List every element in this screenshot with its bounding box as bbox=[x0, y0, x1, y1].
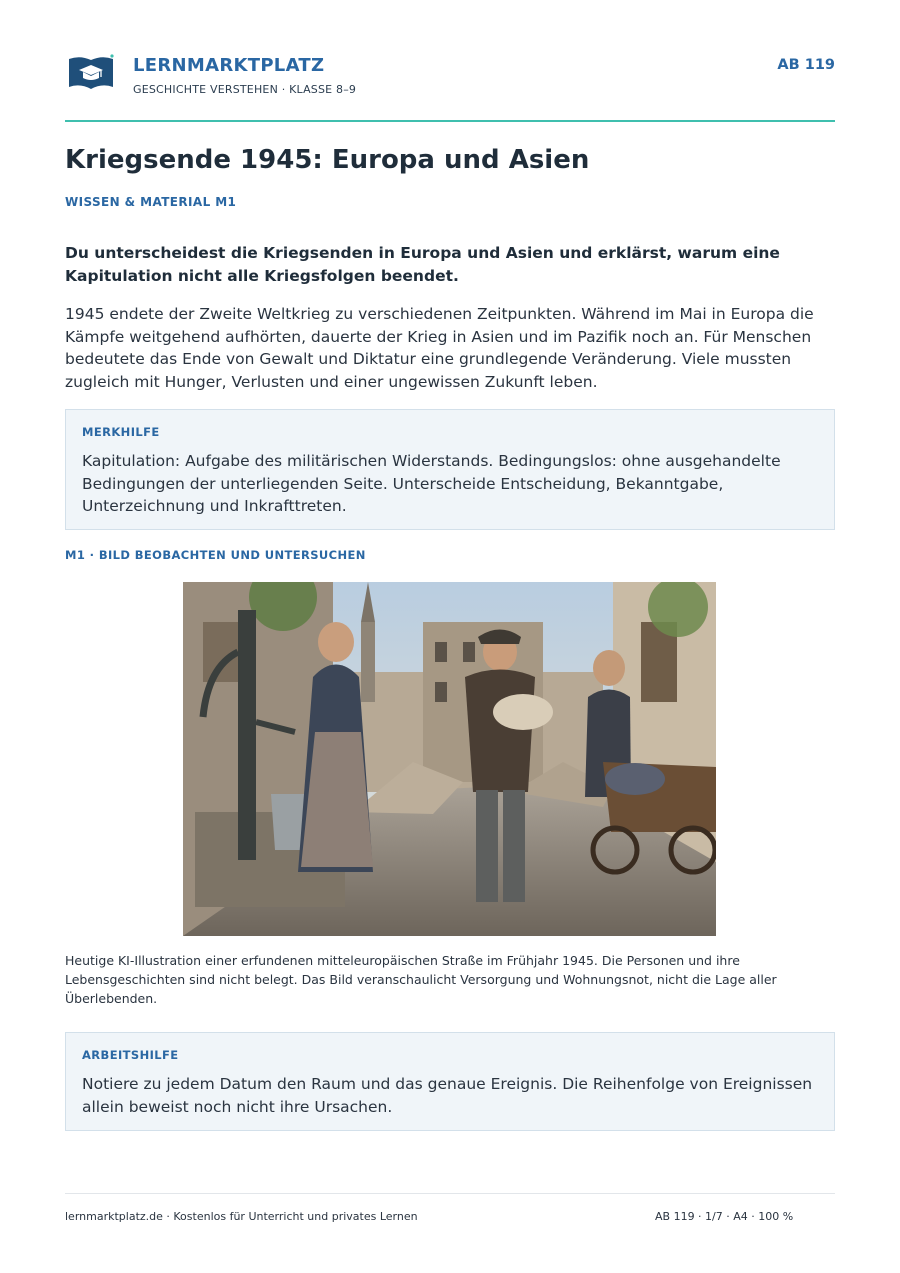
intro-paragraph: 1945 endete der Zweite Weltkrieg zu verschiedenen Zeitpunkten. Während im Mai in Europa die Kämpfe weitgehend aufhörten, dauerte der Krieg in Asien und im Pazifik noch an. Für Menschen bedeutete das Ende von Gewalt und Diktatur eine grundlegende Veränderung. Viele mussten zugleich mit Hunger, Verlusten und einer ungewissen Zukunft leben. bbox=[65, 305, 814, 391]
page-header bbox=[65, 50, 835, 122]
footer-page-info: AB 119 · 1/7 · A4 · 100 % bbox=[655, 1210, 794, 1223]
figure-caption: Heutige KI-Illustration einer erfundenen mitteleuropäischen Straße im Frühjahr 1945. Die Personen und ihre Lebensgeschichten sind nicht belegt. Das Bild veranschaulicht Versorgung und Wohnungsnot, nicht die Lage aller Überlebenden. bbox=[65, 953, 777, 1006]
brand-name: LERNMARKTPLATZ bbox=[133, 55, 325, 76]
page-title: Kriegsende 1945: Europa und Asien bbox=[65, 145, 590, 175]
merkhilfe-box bbox=[65, 409, 835, 530]
footer-divider bbox=[65, 1193, 835, 1194]
section-kicker: WISSEN & MATERIAL M1 bbox=[65, 195, 237, 209]
m1-illustration bbox=[183, 582, 716, 936]
arbeitshilfe-label: ARBEITSHILFE bbox=[82, 1048, 179, 1062]
learning-goal: Du unterscheidest die Kriegsenden in Europa und Asien und erklärst, warum eine Kapitulation nicht alle Kriegsfolgen beendet. bbox=[65, 244, 780, 285]
footer-site-info: lernmarktplatz.de · Kostenlos für Unterricht und privates Lernen bbox=[65, 1210, 418, 1223]
merkhilfe-text: Kapitulation: Aufgabe des militärischen Widerstands. Bedingungslos: ohne ausgehandelte Bedingungen der unterliegenden Seite. Unterscheide Entscheidung, Bekanntgabe, Unterzeichnung und Inkrafttreten. bbox=[82, 452, 781, 515]
m1-heading: M1 · BILD BEOBACHTEN UND UNTERSUCHEN bbox=[65, 548, 366, 562]
arbeitshilfe-box bbox=[65, 1032, 835, 1131]
header-divider bbox=[65, 120, 835, 122]
graduation-cap-book-icon bbox=[67, 53, 115, 93]
arbeitshilfe-text: Notiere zu jedem Datum den Raum und das genaue Ereignis. Die Reihenfolge von Ereignissen allein beweist noch nicht ihre Ursachen. bbox=[82, 1075, 813, 1116]
merkhilfe-label: MERKHILFE bbox=[82, 425, 160, 439]
brand-subtitle: GESCHICHTE VERSTEHEN · KLASSE 8–9 bbox=[133, 83, 357, 96]
sheet-code: AB 119 bbox=[777, 57, 835, 73]
